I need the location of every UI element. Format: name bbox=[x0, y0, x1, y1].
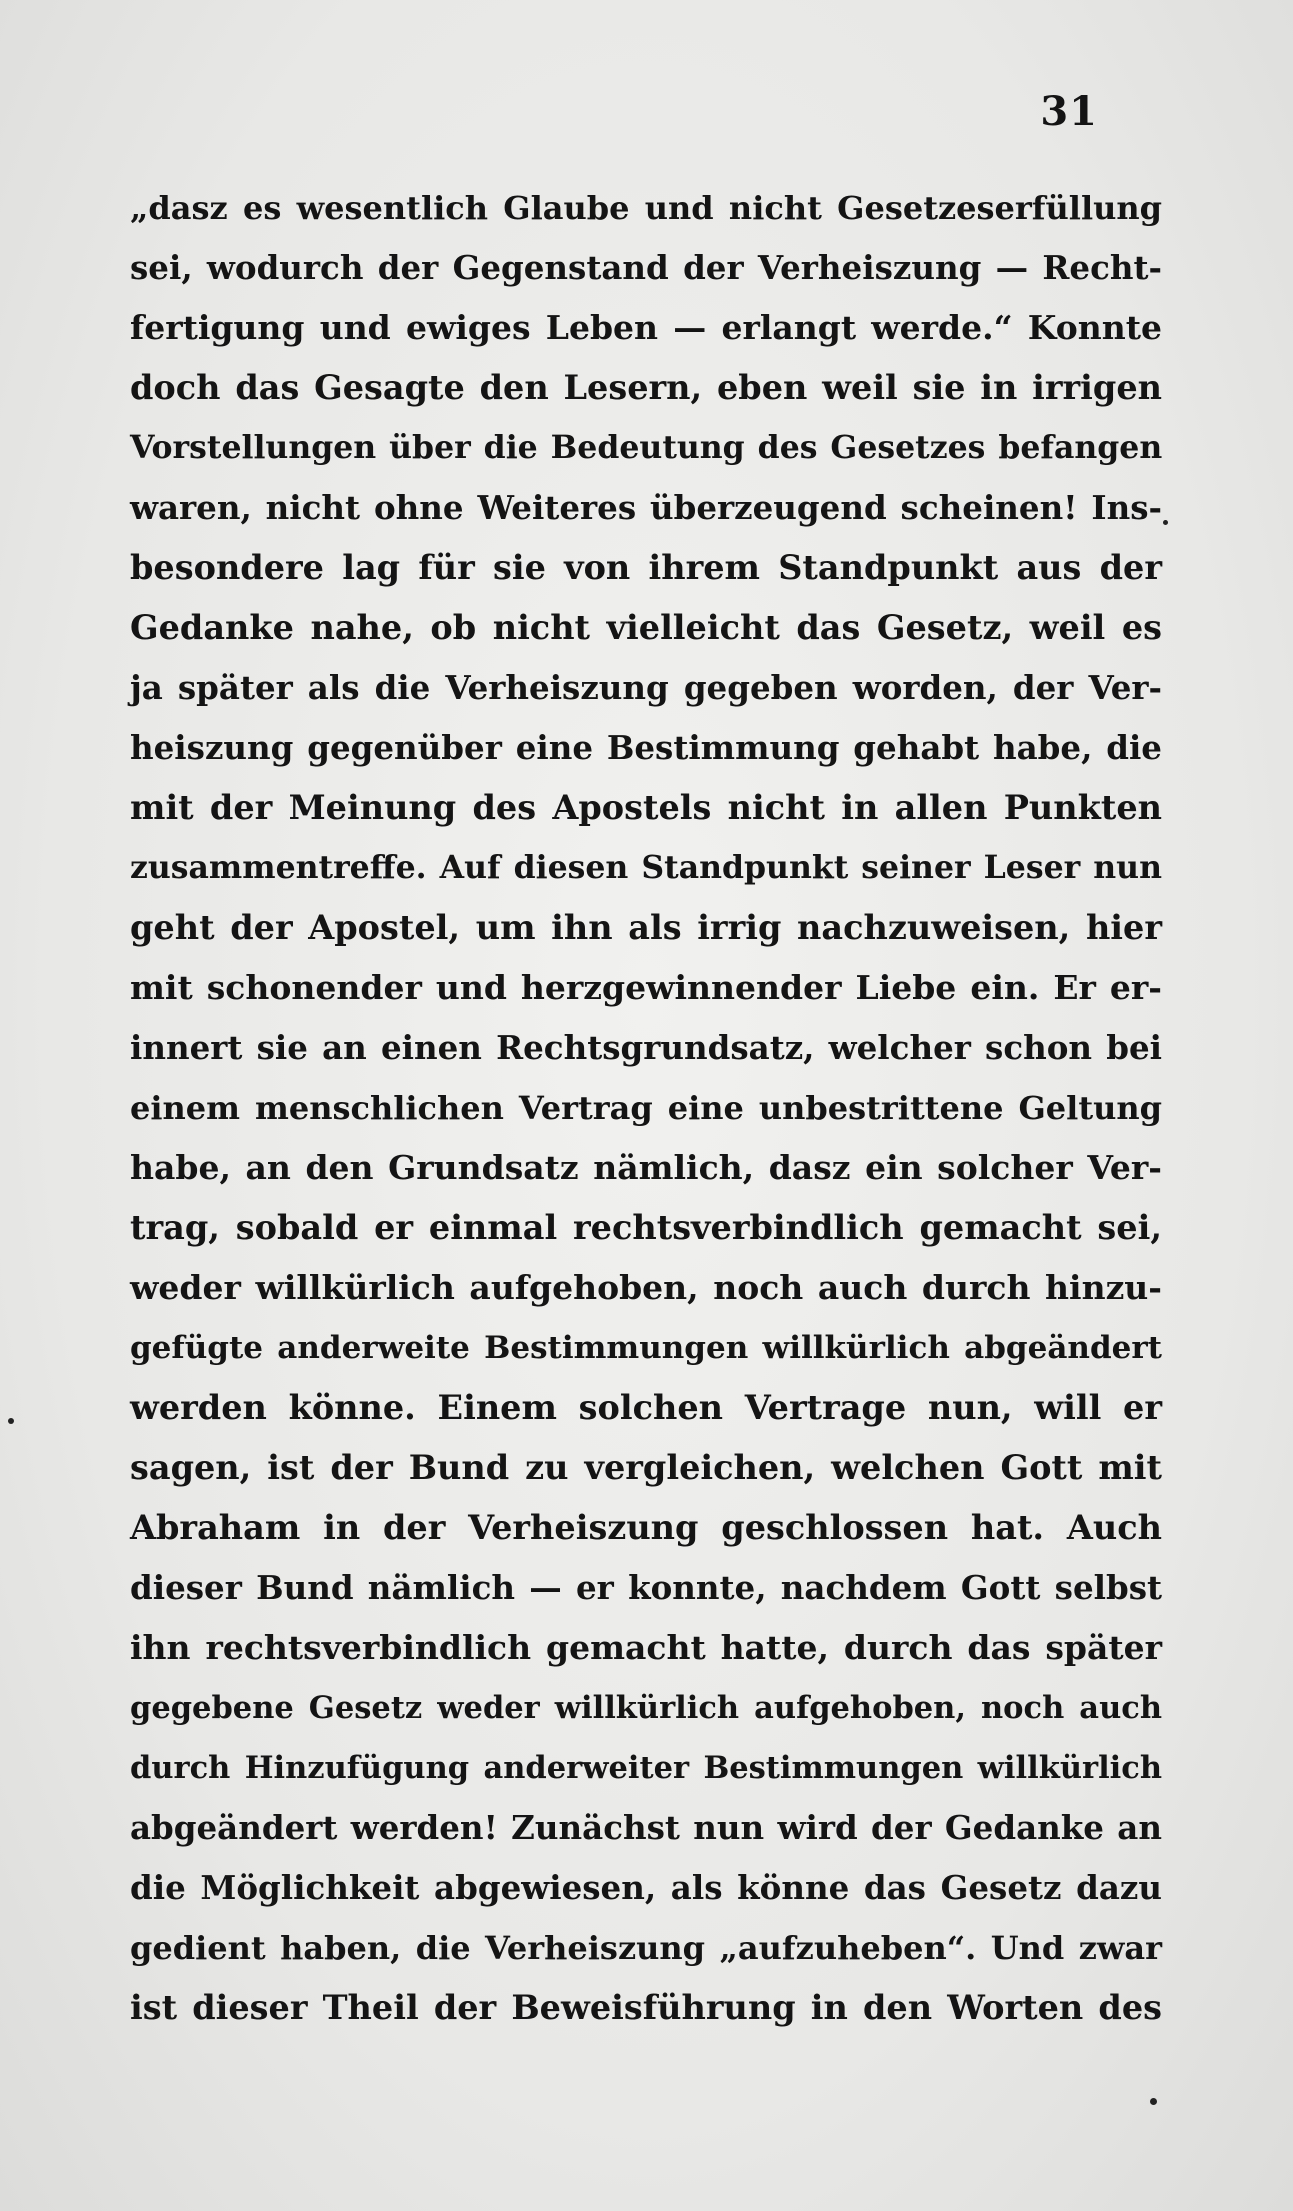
text-line: gedient haben, die Verheiszung „aufzuheben“. Und zwar bbox=[130, 1929, 1162, 1967]
text-line: gegebene Gesetz weder willkürlich aufgehoben, noch auch bbox=[130, 1690, 1162, 1726]
body-text bbox=[130, 178, 1162, 2038]
text-line: Abraham in der Verheiszung geschlossen hat. Auch bbox=[130, 1508, 1162, 1547]
text-line: besondere lag für sie von ihrem Standpunkt aus der bbox=[130, 548, 1162, 587]
text-line: sagen, ist der Bund zu vergleichen, welchen Gott mit bbox=[130, 1448, 1162, 1487]
text-line: die Möglichkeit abgewiesen, als könne das Gesetz dazu bbox=[130, 1868, 1162, 1907]
text-line: sei, wodurch der Gegenstand der Verheiszung — Recht- bbox=[130, 248, 1162, 287]
text-line: abgeändert werden! Zunächst nun wird der Gedanke an bbox=[130, 1808, 1162, 1847]
text-line: mit der Meinung des Apostels nicht in allen Punkten bbox=[130, 788, 1162, 827]
page-number: 31 bbox=[1040, 88, 1098, 135]
text-line: dieser Bund nämlich — er konnte, nachdem Gott selbst bbox=[130, 1568, 1162, 1607]
text-line: mit schonender und herzgewinnender Liebe ein. Er er- bbox=[130, 968, 1162, 1007]
text-line: einem menschlichen Vertrag eine unbestrittene Geltung bbox=[130, 1089, 1162, 1127]
text-line: waren, nicht ohne Weiteres überzeugend scheinen! Ins- bbox=[130, 488, 1162, 527]
text-line: innert sie an einen Rechtsgrundsatz, welcher schon bei bbox=[130, 1028, 1162, 1067]
ink-speck bbox=[1150, 2098, 1157, 2105]
text-line: werden könne. Einem solchen Vertrage nun, will er bbox=[130, 1388, 1162, 1427]
ink-speck bbox=[1163, 520, 1168, 525]
ink-speck bbox=[8, 1418, 14, 1424]
text-line: ihn rechtsverbindlich gemacht hatte, durch das später bbox=[130, 1628, 1162, 1667]
text-line: doch das Gesagte den Lesern, eben weil sie in irrigen bbox=[130, 368, 1162, 407]
text-line: durch Hinzufügung anderweiter Bestimmungen willkürlich bbox=[130, 1750, 1162, 1786]
text-line: heiszung gegenüber eine Bestimmung gehabt habe, die bbox=[130, 728, 1162, 767]
text-line: geht der Apostel, um ihn als irrig nachzuweisen, hier bbox=[130, 908, 1162, 947]
text-line: ja später als die Verheiszung gegeben worden, der Ver- bbox=[130, 668, 1162, 707]
text-line: weder willkürlich aufgehoben, noch auch durch hinzu- bbox=[130, 1268, 1162, 1307]
text-line: trag, sobald er einmal rechtsverbindlich gemacht sei, bbox=[130, 1208, 1162, 1247]
text-line: ist dieser Theil der Beweisführung in den Worten des bbox=[130, 1988, 1162, 2027]
text-line: „dasz es wesentlich Glaube und nicht Gesetzeserfüllung bbox=[130, 189, 1162, 227]
text-line: gefügte anderweite Bestimmungen willkürlich abgeändert bbox=[130, 1330, 1162, 1366]
text-line: zusammentreffe. Auf diesen Standpunkt seiner Leser nun bbox=[130, 849, 1162, 886]
text-line: Vorstellungen über die Bedeutung des Gesetzes befangen bbox=[130, 429, 1163, 466]
text-line: Gedanke nahe, ob nicht vielleicht das Gesetz, weil es bbox=[130, 608, 1162, 647]
text-line: habe, an den Grundsatz nämlich, dasz ein solcher Ver- bbox=[130, 1148, 1162, 1187]
text-line: fertigung und ewiges Leben — erlangt werde.“ Konnte bbox=[130, 308, 1162, 347]
